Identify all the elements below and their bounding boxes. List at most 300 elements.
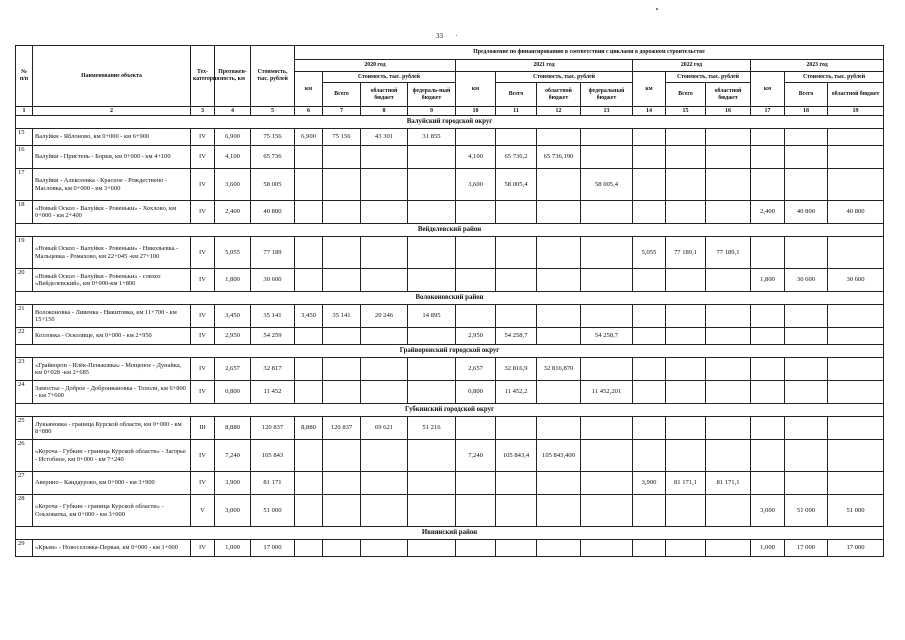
- cost-value: 81 171: [251, 472, 295, 495]
- header-regional-2020: областной бюджет: [361, 83, 408, 107]
- km-2020: [295, 495, 323, 527]
- regional-2021: [537, 472, 581, 495]
- km-2021: [456, 269, 496, 292]
- regional-2021: [537, 269, 581, 292]
- federal-2021: [581, 269, 633, 292]
- column-number: 12: [537, 107, 581, 116]
- header-cost-2023: Стоимость, тыс. рублей: [785, 72, 884, 83]
- km-2023: [751, 381, 785, 404]
- section-title: Губкинский городской округ: [16, 404, 884, 417]
- federal-2021: [581, 146, 633, 169]
- regional-2021: 32 816,870: [537, 358, 581, 381]
- federal-2020: [408, 201, 456, 224]
- header-total-2020: Всего: [323, 83, 361, 107]
- object-name: «Новый Оскол - Валуйки - Ровеньки» - совхоз «Вейделевский», км 0+000-км 1+800: [33, 269, 191, 292]
- km-2022: [633, 540, 666, 557]
- object-name: «Крым» - Новоселовка-Первая, км 0+000 - км 1+000: [33, 540, 191, 557]
- total-2023: [785, 328, 828, 345]
- total-2021: [496, 540, 537, 557]
- regional-2023: [828, 328, 884, 345]
- section-header-row: [16, 292, 884, 305]
- object-name: Валуйки - Пристень - Борки, км 0+000 - км 4+100: [33, 146, 191, 169]
- regional-2021: [537, 237, 581, 269]
- km-2021: 2,657: [456, 358, 496, 381]
- total-2020: [323, 201, 361, 224]
- km-2022: [633, 169, 666, 201]
- regional-2020: [361, 328, 408, 345]
- length-km: 3,600: [215, 169, 251, 201]
- total-2023: [785, 146, 828, 169]
- length-km: 3,450: [215, 305, 251, 328]
- table-row: [16, 237, 884, 269]
- length-km: 7,240: [215, 440, 251, 472]
- row-number: 25: [16, 417, 33, 440]
- section-title: Вейделевский район: [16, 224, 884, 237]
- cost-value: 30 600: [251, 269, 295, 292]
- total-2021: [496, 417, 537, 440]
- cost-value: 58 005: [251, 169, 295, 201]
- cost-value: 54 259: [251, 328, 295, 345]
- km-2020: [295, 540, 323, 557]
- km-2020: [295, 201, 323, 224]
- tech-category: IV: [191, 440, 215, 472]
- federal-2021: [581, 472, 633, 495]
- cost-value: 32 817: [251, 358, 295, 381]
- column-number: 7: [323, 107, 361, 116]
- km-2021: [456, 472, 496, 495]
- regional-2022: [706, 269, 751, 292]
- tech-category: IV: [191, 269, 215, 292]
- total-2020: 35 141: [323, 305, 361, 328]
- table-row: [16, 440, 884, 472]
- federal-2021: [581, 201, 633, 224]
- row-number: 23: [16, 358, 33, 381]
- regional-2021: [537, 169, 581, 201]
- regional-2021: [537, 201, 581, 224]
- column-number: 8: [361, 107, 408, 116]
- column-number: 3: [191, 107, 215, 116]
- regional-2020: [361, 540, 408, 557]
- km-2022: [633, 495, 666, 527]
- total-2022: [666, 440, 706, 472]
- federal-2020: 51 216: [408, 417, 456, 440]
- total-2020: [323, 358, 361, 381]
- regional-2023: [828, 169, 884, 201]
- total-2021: 32 816,9: [496, 358, 537, 381]
- regional-2023: [828, 472, 884, 495]
- header-year-2021: 2021 год: [456, 60, 633, 72]
- regional-2022: 81 171,1: [706, 472, 751, 495]
- total-2021: 58 005,4: [496, 169, 537, 201]
- section-title: Ивнянский район: [16, 527, 884, 540]
- header-regional-2023: областной бюджет: [828, 83, 884, 107]
- column-number: 9: [408, 107, 456, 116]
- km-2022: [633, 417, 666, 440]
- tech-category: IV: [191, 201, 215, 224]
- total-2023: 40 800: [785, 201, 828, 224]
- km-2022: 3,900: [633, 472, 666, 495]
- header-cost-2020: Стоимость, тыс. рублей: [323, 72, 456, 83]
- regional-2023: [828, 146, 884, 169]
- km-2021: [456, 129, 496, 146]
- regional-2021: [537, 381, 581, 404]
- regional-2021: [537, 328, 581, 345]
- row-number: 24: [16, 381, 33, 404]
- km-2023: [751, 472, 785, 495]
- row-number: 15: [16, 129, 33, 146]
- row-number: 27: [16, 472, 33, 495]
- total-2020: [323, 328, 361, 345]
- regional-2020: 20 246: [361, 305, 408, 328]
- federal-2021: [581, 237, 633, 269]
- column-number: 18: [785, 107, 828, 116]
- total-2023: 51 000: [785, 495, 828, 527]
- total-2021: [496, 495, 537, 527]
- regional-2023: [828, 440, 884, 472]
- cost-value: 120 837: [251, 417, 295, 440]
- total-2022: [666, 328, 706, 345]
- regional-2020: [361, 358, 408, 381]
- km-2021: 7,240: [456, 440, 496, 472]
- federal-2020: [408, 381, 456, 404]
- header-total-2023: Всего: [785, 83, 828, 107]
- column-number: 15: [666, 107, 706, 116]
- total-2023: [785, 440, 828, 472]
- row-number: 21: [16, 305, 33, 328]
- regional-2020: [361, 381, 408, 404]
- regional-2020: 69 621: [361, 417, 408, 440]
- regional-2022: 77 189,1: [706, 237, 751, 269]
- km-2022: 5,055: [633, 237, 666, 269]
- page-number: 33: [436, 32, 443, 40]
- km-2023: [751, 305, 785, 328]
- federal-2021: [581, 440, 633, 472]
- km-2022: [633, 381, 666, 404]
- tech-category: IV: [191, 381, 215, 404]
- header-cost-2022: Стоимость, тыс. рублей: [666, 72, 751, 83]
- total-2022: [666, 540, 706, 557]
- km-2023: 1,800: [751, 269, 785, 292]
- tech-category: IV: [191, 146, 215, 169]
- length-km: 1,000: [215, 540, 251, 557]
- column-number: 4: [215, 107, 251, 116]
- km-2020: 6,900: [295, 129, 323, 146]
- object-name: «Новый Оскол - Валуйки - Ровеньки» - Хохлово, км 0+000 - км 2+400: [33, 201, 191, 224]
- row-number: 26: [16, 440, 33, 472]
- length-km: 8,880: [215, 417, 251, 440]
- total-2020: [323, 540, 361, 557]
- regional-2020: [361, 472, 408, 495]
- cost-value: 105 843: [251, 440, 295, 472]
- total-2023: [785, 129, 828, 146]
- km-2020: [295, 237, 323, 269]
- length-km: 0,800: [215, 381, 251, 404]
- km-2022: [633, 146, 666, 169]
- table-row: [16, 146, 884, 169]
- column-number: 16: [706, 107, 751, 116]
- object-name: Аверино - Каидаурово, км 0+000 - км 3+900: [33, 472, 191, 495]
- total-2022: [666, 201, 706, 224]
- km-2023: 1,000: [751, 540, 785, 557]
- length-km: 2,400: [215, 201, 251, 224]
- section-header-row: [16, 404, 884, 417]
- km-2023: 2,400: [751, 201, 785, 224]
- cost-value: 17 000: [251, 540, 295, 557]
- regional-2023: 17 000: [828, 540, 884, 557]
- km-2022: [633, 328, 666, 345]
- regional-2021: 65 736,190: [537, 146, 581, 169]
- total-2021: [496, 237, 537, 269]
- regional-2020: [361, 269, 408, 292]
- km-2021: 2,950: [456, 328, 496, 345]
- federal-2020: 31 855: [408, 129, 456, 146]
- tech-category: IV: [191, 169, 215, 201]
- regional-2022: [706, 440, 751, 472]
- column-number: 6: [295, 107, 323, 116]
- total-2022: [666, 417, 706, 440]
- km-2022: [633, 440, 666, 472]
- km-2021: [456, 417, 496, 440]
- km-2023: 3,000: [751, 495, 785, 527]
- km-2021: 0,800: [456, 381, 496, 404]
- federal-2021: [581, 305, 633, 328]
- regional-2021: [537, 540, 581, 557]
- object-name: Валуйки - Яблоново, км 0+000 - км 6+900: [33, 129, 191, 146]
- header-km-2023: км: [751, 72, 785, 107]
- regional-2022: [706, 381, 751, 404]
- regional-2022: [706, 129, 751, 146]
- header-federal-2021: федеральный бюджет: [581, 83, 633, 107]
- column-number: 13: [581, 107, 633, 116]
- column-number: 10: [456, 107, 496, 116]
- scan-speck: [656, 8, 658, 10]
- header-year-2023: 2023 год: [751, 60, 884, 72]
- regional-2022: [706, 358, 751, 381]
- header-km-2021: км: [456, 72, 496, 107]
- regional-2020: [361, 146, 408, 169]
- total-2021: [496, 472, 537, 495]
- federal-2020: [408, 540, 456, 557]
- regional-2020: [361, 440, 408, 472]
- section-title: Грайворонский городской округ: [16, 345, 884, 358]
- total-2023: [785, 169, 828, 201]
- total-2021: 11 452,2: [496, 381, 537, 404]
- tech-category: IV: [191, 358, 215, 381]
- total-2022: [666, 495, 706, 527]
- regional-2021: 105 843,400: [537, 440, 581, 472]
- regional-2021: [537, 129, 581, 146]
- km-2023: [751, 237, 785, 269]
- column-number: 2: [33, 107, 191, 116]
- cost-value: 11 452: [251, 381, 295, 404]
- federal-2020: [408, 472, 456, 495]
- total-2022: [666, 146, 706, 169]
- total-2021: [496, 269, 537, 292]
- total-2022: [666, 169, 706, 201]
- km-2021: 3,600: [456, 169, 496, 201]
- length-km: 1,800: [215, 269, 251, 292]
- total-2022: 77 189,1: [666, 237, 706, 269]
- total-2023: 17 000: [785, 540, 828, 557]
- column-number: 17: [751, 107, 785, 116]
- column-number: 11: [496, 107, 537, 116]
- cost-value: 51 000: [251, 495, 295, 527]
- header-category: Тех-категория: [191, 46, 215, 107]
- total-2023: [785, 358, 828, 381]
- km-2020: 8,880: [295, 417, 323, 440]
- row-number: 16: [16, 146, 33, 169]
- cost-value: 35 141: [251, 305, 295, 328]
- total-2020: [323, 472, 361, 495]
- regional-2023: [828, 381, 884, 404]
- header-object-name: Наименование объекта: [33, 46, 191, 107]
- regional-2022: [706, 328, 751, 345]
- table-row: [16, 169, 884, 201]
- regional-2021: [537, 305, 581, 328]
- regional-2020: [361, 237, 408, 269]
- total-2022: [666, 305, 706, 328]
- federal-2021: [581, 358, 633, 381]
- object-name: «Короча - Губкин - граница Курской области» - Загорье - Истобное, км 0+000 - км 7+240: [33, 440, 191, 472]
- regional-2023: [828, 358, 884, 381]
- federal-2020: [408, 440, 456, 472]
- object-name: Волоконовка - Ливенка - Никитовка, км 11+700 - км 15+150: [33, 305, 191, 328]
- total-2021: [496, 201, 537, 224]
- km-2023: [751, 417, 785, 440]
- regional-2021: [537, 495, 581, 527]
- tech-category: V: [191, 495, 215, 527]
- federal-2020: [408, 237, 456, 269]
- object-name: Козловка - Осколище, км 0+000 - км 2+950: [33, 328, 191, 345]
- row-number: 17: [16, 169, 33, 201]
- object-name: «Грайворон - Илёк-Пеньковка» - Мощеное - Дунайка, км 0+028 -км 2+685: [33, 358, 191, 381]
- total-2022: [666, 269, 706, 292]
- regional-2022: [706, 169, 751, 201]
- header-regional-2021: областной бюджет: [537, 83, 581, 107]
- regional-2020: 43 301: [361, 129, 408, 146]
- km-2020: [295, 269, 323, 292]
- km-2022: [633, 358, 666, 381]
- object-name: Лукьяновка - граница Курской области, км 0+000 - км 8+880: [33, 417, 191, 440]
- km-2023: [751, 358, 785, 381]
- header-regional-2022: областной бюджет: [706, 83, 751, 107]
- regional-2022: [706, 146, 751, 169]
- header-km-2022: км: [633, 72, 666, 107]
- federal-2020: [408, 269, 456, 292]
- cost-value: 65 736: [251, 146, 295, 169]
- column-numbers-row: [16, 107, 884, 116]
- table-row: [16, 495, 884, 527]
- federal-2021: [581, 417, 633, 440]
- regional-2022: [706, 540, 751, 557]
- regional-2022: [706, 201, 751, 224]
- regional-2021: [537, 417, 581, 440]
- section-header-row: [16, 345, 884, 358]
- federal-2020: [408, 495, 456, 527]
- total-2020: [323, 440, 361, 472]
- regional-2020: [361, 201, 408, 224]
- table-row: [16, 201, 884, 224]
- km-2020: [295, 440, 323, 472]
- total-2022: 81 171,1: [666, 472, 706, 495]
- header-cost: Стоимость, тыс. рублей: [251, 46, 295, 107]
- km-2023: [751, 146, 785, 169]
- header-km-2020: км: [295, 72, 323, 107]
- total-2022: [666, 381, 706, 404]
- section-header-row: [16, 527, 884, 540]
- cost-value: 75 156: [251, 129, 295, 146]
- financing-table: [15, 45, 884, 557]
- header-cost-2021: Стоимость, тыс. рублей: [496, 72, 633, 83]
- federal-2021: 11 452,201: [581, 381, 633, 404]
- object-name: Замостье - Доброе - Доброивановка - Тополи, км 6+800 - км 7+600: [33, 381, 191, 404]
- regional-2023: [828, 237, 884, 269]
- row-number: 19: [16, 237, 33, 269]
- row-number: 22: [16, 328, 33, 345]
- regional-2022: [706, 417, 751, 440]
- total-2020: 75 156: [323, 129, 361, 146]
- km-2021: [456, 237, 496, 269]
- table-row: [16, 472, 884, 495]
- km-2021: [456, 305, 496, 328]
- km-2023: [751, 440, 785, 472]
- km-2021: 4,100: [456, 146, 496, 169]
- total-2021: [496, 129, 537, 146]
- km-2020: [295, 472, 323, 495]
- length-km: 3,900: [215, 472, 251, 495]
- total-2020: [323, 269, 361, 292]
- total-2020: [323, 495, 361, 527]
- header-row-number: № п/п: [16, 46, 33, 107]
- km-2023: [751, 169, 785, 201]
- tech-category: IV: [191, 328, 215, 345]
- total-2023: [785, 381, 828, 404]
- object-name: «Новый Оскол - Валуйки - Ровеньки» - Никольевка - Мальцевка - Ромахово, км 22+045 -км 27+100: [33, 237, 191, 269]
- regional-2020: [361, 495, 408, 527]
- header-length: Протяжен-ность, км: [215, 46, 251, 107]
- km-2020: [295, 381, 323, 404]
- regional-2023: 51 000: [828, 495, 884, 527]
- km-2022: [633, 269, 666, 292]
- table-row: [16, 305, 884, 328]
- km-2023: [751, 328, 785, 345]
- total-2021: [496, 305, 537, 328]
- total-2020: [323, 381, 361, 404]
- table-row: [16, 269, 884, 292]
- total-2023: [785, 305, 828, 328]
- object-name: Валуйки - Алексеевка - Красное - Рождествено - Масловка, км 0+000 - км 3+600: [33, 169, 191, 201]
- federal-2020: [408, 358, 456, 381]
- km-2022: [633, 129, 666, 146]
- km-2023: [751, 129, 785, 146]
- table-row: [16, 381, 884, 404]
- total-2023: [785, 472, 828, 495]
- length-km: 2,950: [215, 328, 251, 345]
- column-number: 1: [16, 107, 33, 116]
- km-2020: [295, 146, 323, 169]
- federal-2021: [581, 495, 633, 527]
- total-2022: [666, 129, 706, 146]
- total-2021: 54 258,7: [496, 328, 537, 345]
- km-2020: [295, 358, 323, 381]
- length-km: 3,000: [215, 495, 251, 527]
- row-number: 28: [16, 495, 33, 527]
- total-2020: 120 837: [323, 417, 361, 440]
- total-2021: 105 843,4: [496, 440, 537, 472]
- total-2020: [323, 146, 361, 169]
- header-total-2021: Всего: [496, 83, 537, 107]
- table-row: [16, 129, 884, 146]
